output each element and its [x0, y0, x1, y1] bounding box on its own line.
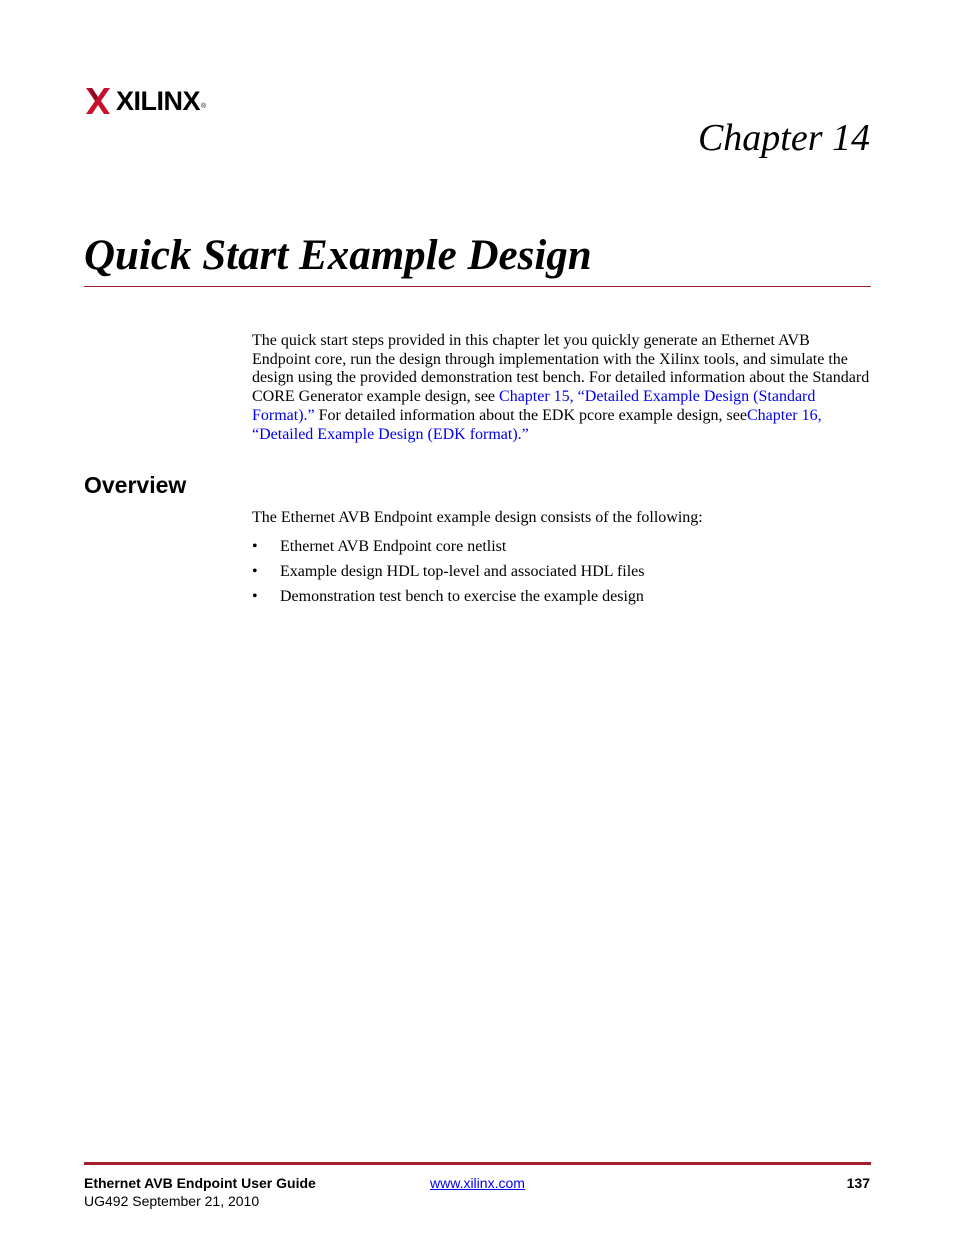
chapter-16-link[interactable]: Chapter 16, “Detailed Example Design (EDK format).”: [252, 406, 822, 443]
list-item-text: Example design HDL top-level and associated HDL files: [280, 563, 645, 580]
xilinx-logo-icon: [86, 88, 110, 114]
footer-doc-title: Ethernet AVB Endpoint User Guide: [84, 1175, 316, 1191]
list-item: [252, 587, 872, 612]
list-item-text: Demonstration test bench to exercise the example design: [280, 588, 644, 605]
overview-list: [252, 537, 872, 612]
chapter-15-link[interactable]: Chapter 15, “Detailed Example Design (Standard Format).”: [252, 388, 816, 424]
xilinx-logo: [86, 86, 206, 116]
list-item: [252, 537, 872, 562]
overview-heading: Overview: [84, 472, 187, 498]
footer-url-link[interactable]: www.xilinx.com: [430, 1175, 525, 1191]
footer-rule: [84, 1162, 871, 1165]
title-rule: [84, 286, 871, 287]
bullet-icon: •: [252, 588, 258, 605]
bullet-icon: •: [252, 538, 258, 555]
chapter-label: Chapter 14: [697, 117, 870, 159]
bullet-icon: •: [252, 563, 258, 580]
registered-mark: ®: [201, 103, 207, 110]
list-item: [252, 562, 872, 587]
logo-wordmark: XILINX: [116, 86, 201, 116]
page-title: Quick Start Example Design: [84, 232, 592, 279]
intro-paragraph: [252, 332, 872, 444]
intro-text-2: For detailed information about the EDK pcore example design, see: [314, 406, 747, 424]
intro-text-1: The quick start steps provided in this chapter let you quickly generate an Ethernet AVB Endpoint core, run the design through implementation with the Xilinx tools, and simulate the design using the provided demonstration test bench. For detailed information about the Standard CORE Generator example design, see: [252, 332, 870, 406]
overview-intro: The Ethernet AVB Endpoint example design consists of the following:: [252, 509, 703, 526]
page-number: 137: [846, 1175, 870, 1191]
list-item-text: Ethernet AVB Endpoint core netlist: [280, 538, 507, 555]
footer-doc-id: UG492 September 21, 2010: [84, 1193, 260, 1209]
